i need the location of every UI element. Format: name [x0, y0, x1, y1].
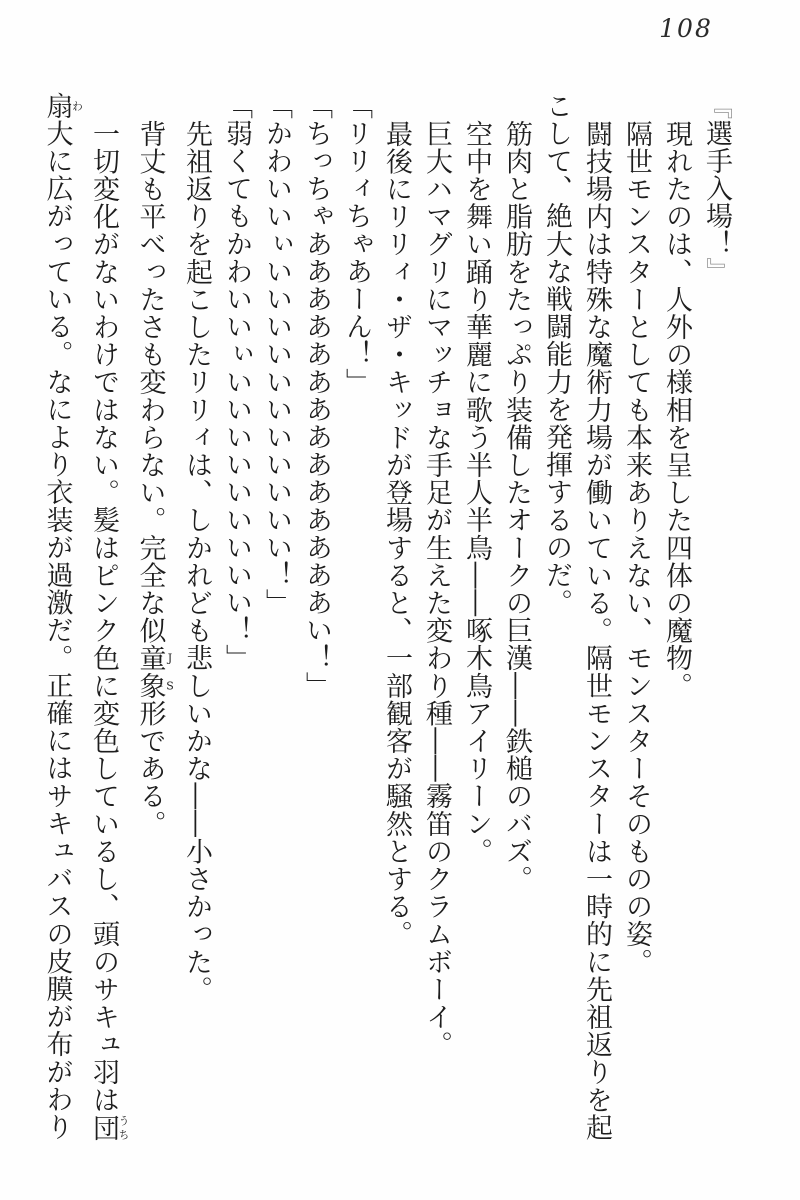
text-run: 「ちっちゃああああああああああああああい！」: [301, 92, 332, 700]
text-run: 背丈も平べったさも変わらない。完全な似: [134, 120, 166, 645]
text-column: [176, 92, 216, 1142]
text-run: 形である。: [134, 699, 166, 838]
ruby-annotated-text: 童J: [134, 644, 177, 673]
furigana-ruby: うち: [117, 1113, 130, 1142]
text-column: [296, 92, 336, 1142]
text-column: [416, 92, 456, 1142]
text-run: 空中を舞い踊り華麗に歌う半人半鳥――啄木鳥アイリーン。: [461, 120, 492, 866]
text-column: [336, 92, 376, 1142]
text-column: [496, 92, 536, 1142]
text-column: [216, 92, 256, 1142]
text-run: 隔世モンスターとしても本来ありえない、モンスターそのものの姿。: [621, 120, 652, 976]
text-column: [130, 92, 177, 1142]
ruby-annotated-text: 扇わ: [41, 92, 84, 120]
text-run: 筋肉と脂肪をたっぷり装備したオークの巨漢――鉄槌のバズ。: [501, 120, 532, 893]
text-run: 「かわいいぃいいいいいいいいいいい！」: [261, 92, 292, 617]
text-run: 「弱くてもかわいいぃいいいいいいいいい！」: [221, 92, 252, 672]
text-column: [376, 92, 416, 1142]
text-run: 巨大ハマグリにマッチョな手足が生えた変わり種――霧笛のクラムボーイ。: [421, 120, 452, 1059]
title-bracket: 』: [701, 257, 732, 286]
text-run: 「リリィちゃあーん！」: [341, 92, 372, 396]
furigana-ruby: わ: [70, 92, 84, 120]
text-column: [536, 92, 576, 1142]
text-column: [576, 92, 616, 1142]
text-column: [656, 92, 696, 1142]
page-number: 108: [659, 14, 713, 43]
text-run: 闘技場内は特殊な魔術力場が働いている。隔世モンスターは一時的に先祖返りを起: [581, 120, 612, 1142]
text-column: [83, 92, 130, 1142]
text-column: [456, 92, 496, 1142]
text-run: 大に広がっている。なにより衣装が過激だ。正確にはサキュバスの皮膜が布がわり: [41, 119, 73, 1141]
text-run: 現れたのは、人外の様相を呈した四体の魔物。: [661, 120, 692, 700]
text-run: 最後にリリィ・ザ・キッドが登場すると、一部観客が騒然とする。: [381, 120, 412, 948]
furigana-ruby: J: [163, 644, 177, 672]
text-column: [696, 92, 736, 1142]
ruby-annotated-text: 団うち: [88, 1113, 130, 1142]
text-run: 先祖返りを起こしたリリィは、しかれども悲しいかな――小さかった。: [181, 120, 212, 1004]
text-run: 選手入場！: [701, 119, 732, 258]
text-column: [616, 92, 656, 1142]
furigana-ruby: S: [163, 672, 177, 700]
text-column: [256, 92, 296, 1142]
text-column: [37, 92, 84, 1142]
text-run: 一切変化がないわけではない。髪はピンク色に変色しているし、頭のサキュ羽は: [88, 120, 119, 1114]
vertical-text-area: [37, 92, 737, 1142]
title-bracket: 『: [701, 92, 732, 120]
text-run: こして、絶大な戦闘能力を発揮するのだ。: [541, 92, 572, 617]
ruby-annotated-text: 象S: [134, 672, 177, 700]
